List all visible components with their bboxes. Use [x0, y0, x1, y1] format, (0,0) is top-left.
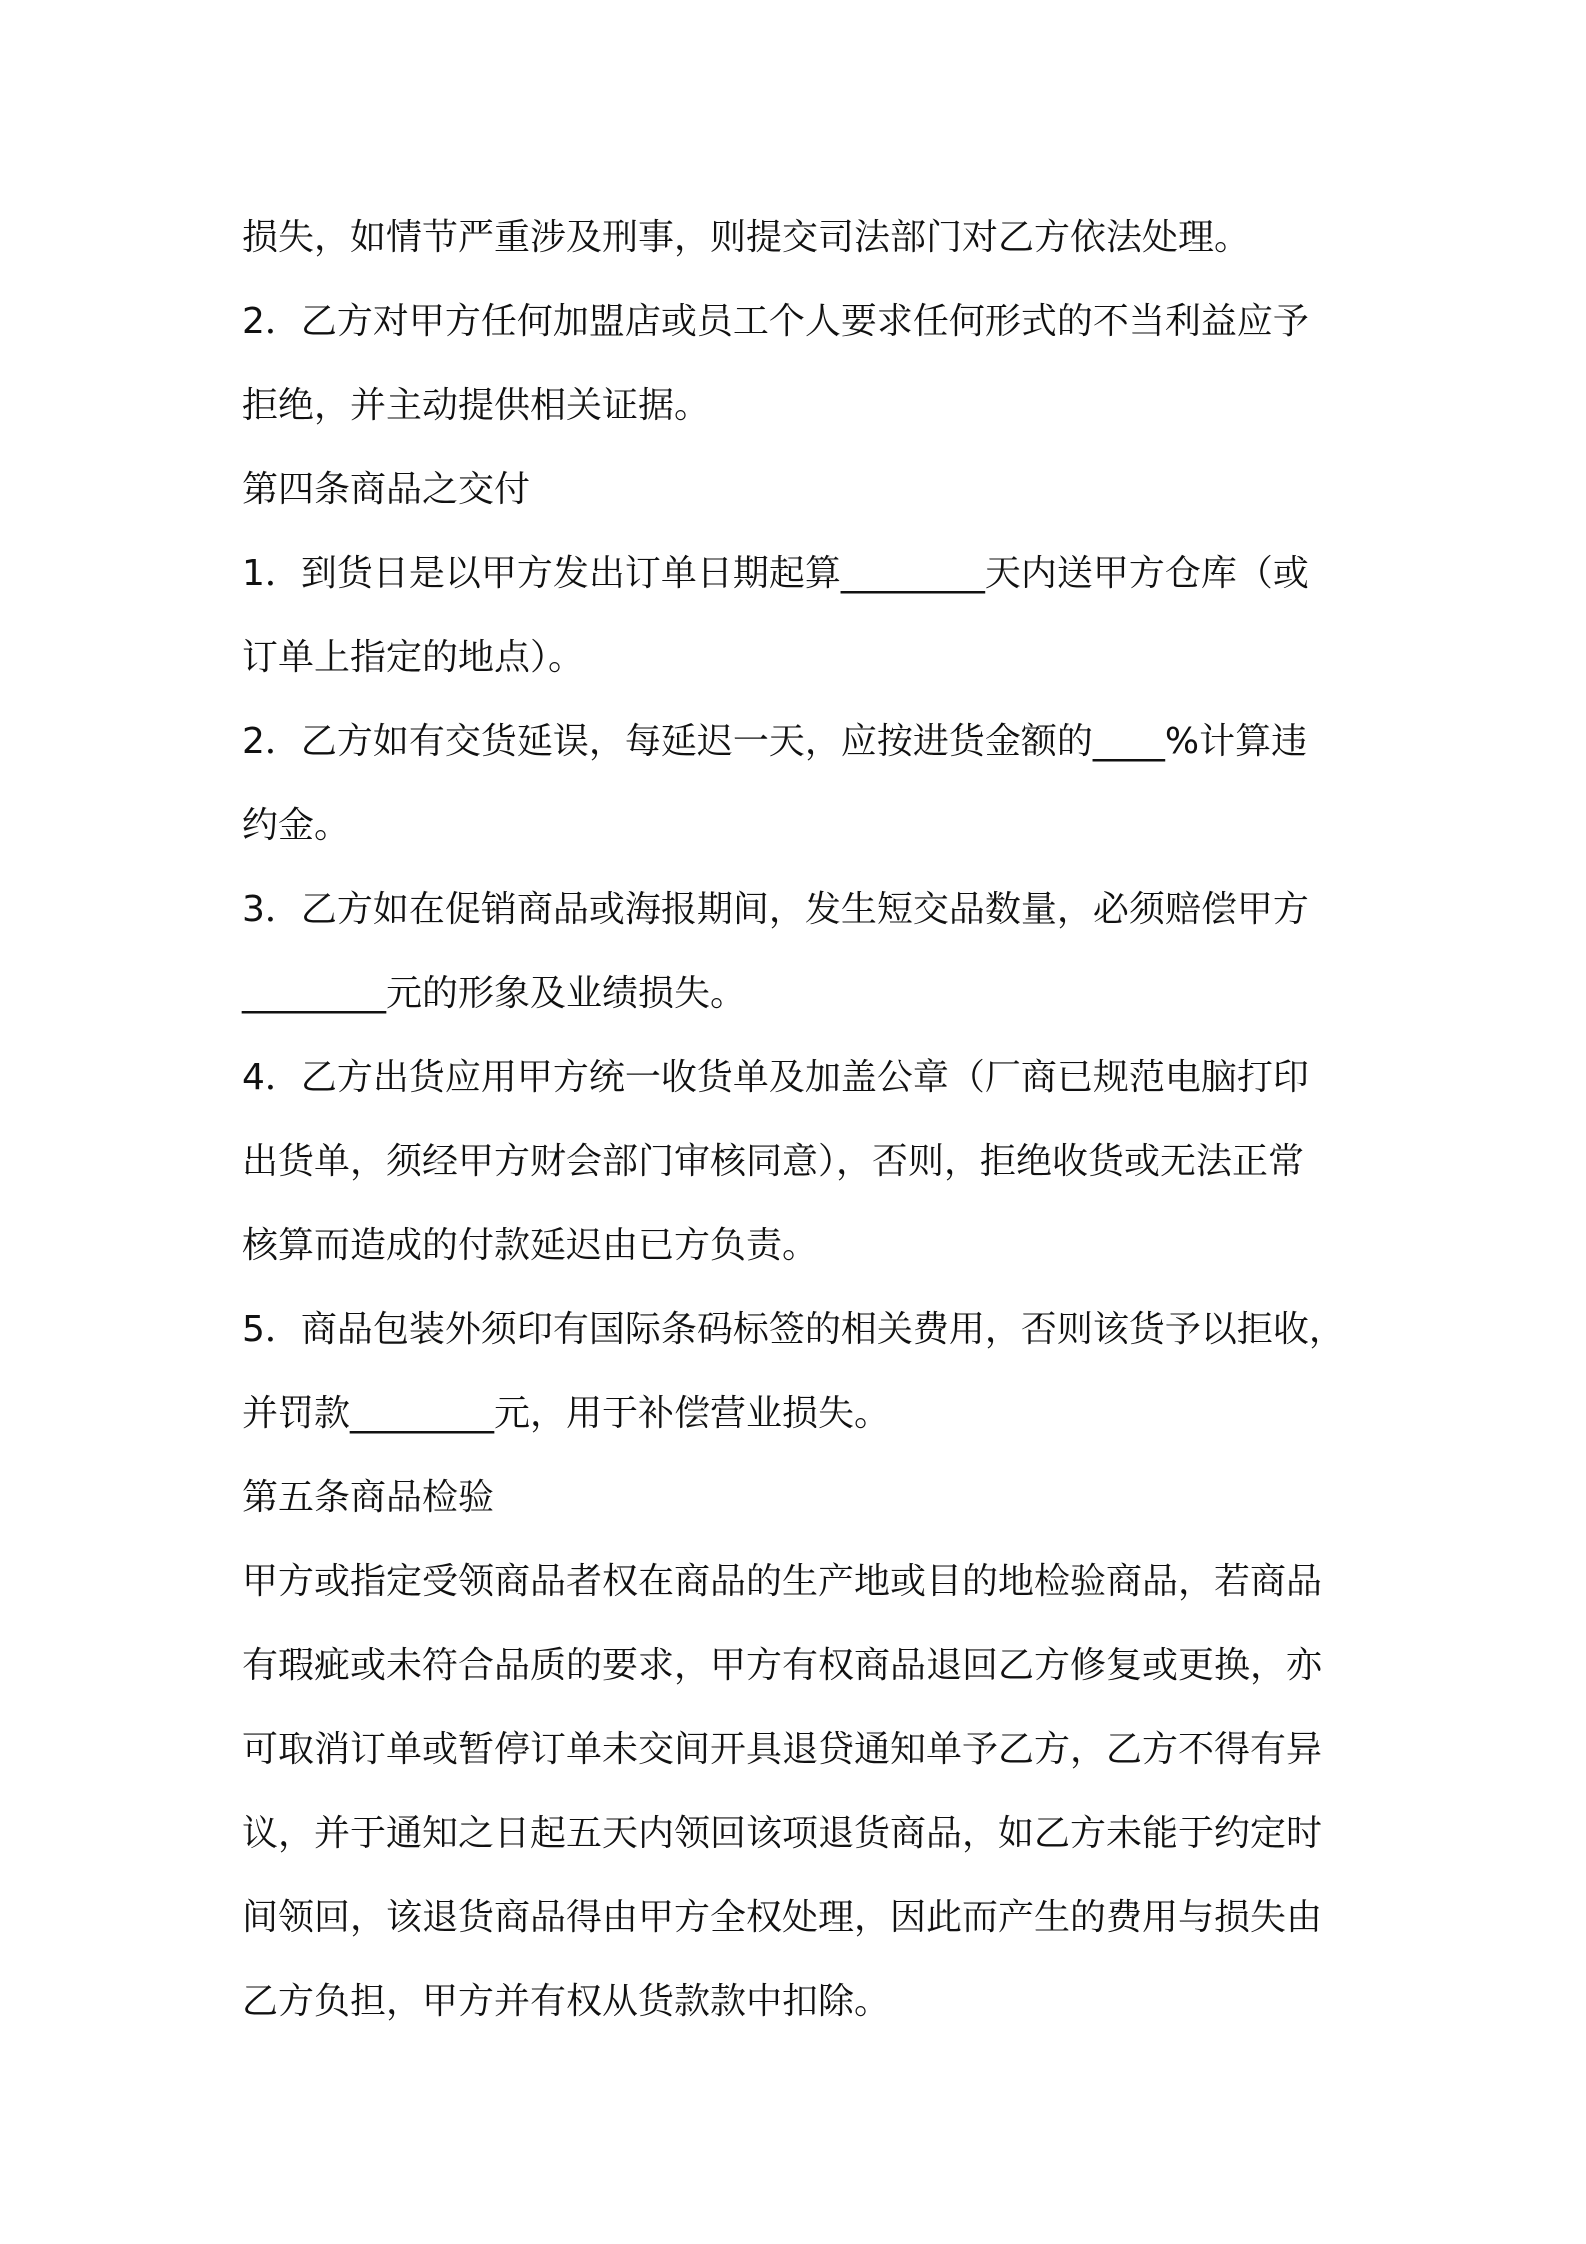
text-line: 2．乙方如有交货延误，每延迟一天，应按进货金额的____%计算违 [242, 721, 1308, 762]
text-line: 1．到货日是以甲方发出订单日期起算________天内送甲方仓库（或 [242, 553, 1309, 594]
text-line: 有瑕疵或未符合品质的要求，甲方有权商品退回乙方修复或更换，亦 [242, 1645, 1323, 1686]
text-line: 损失，如情节严重涉及刑事，则提交司法部门对乙方依法处理。 [242, 217, 1251, 258]
text-line: ________元的形象及业绩损失。 [242, 973, 747, 1014]
document-body [242, 196, 1382, 2044]
section-heading: 第四条商品之交付 [242, 469, 531, 510]
text-line: 议，并于通知之日起五天内领回该项退货商品，如乙方未能于约定时 [242, 1813, 1323, 1854]
text-line: 5．商品包装外须印有国际条码标签的相关费用，否则该货予以拒收， [242, 1309, 1345, 1350]
text-line: 乙方负担，甲方并有权从货款款中扣除。 [242, 1981, 891, 2022]
text-line: 间领回，该退货商品得由甲方全权处理，因此而产生的费用与损失由 [242, 1897, 1323, 1938]
text-line: 3．乙方如在促销商品或海报期间，发生短交品数量，必须赔偿甲方 [242, 889, 1309, 930]
text-line: 2．乙方对甲方任何加盟店或员工个人要求任何形式的不当利益应予 [242, 301, 1309, 342]
text-line: 可取消订单或暂停订单未交间开具退贷通知单予乙方，乙方不得有异 [242, 1729, 1323, 1770]
text-line: 并罚款________元，用于补偿营业损失。 [242, 1393, 891, 1434]
text-line: 4．乙方出货应用甲方统一收货单及加盖公章（厂商已规范电脑打印 [242, 1057, 1309, 1098]
text-line: 订单上指定的地点）。 [242, 637, 585, 678]
text-line: 拒绝，并主动提供相关证据。 [242, 385, 711, 426]
text-line: 约金。 [242, 805, 351, 846]
section-heading: 第五条商品检验 [242, 1477, 495, 1518]
text-line: 核算而造成的付款延迟由已方负责。 [242, 1225, 819, 1266]
text-line: 甲方或指定受领商品者权在商品的生产地或目的地检验商品，若商品 [242, 1561, 1323, 1602]
text-line: 出货单，须经甲方财会部门审核同意），否则，拒绝收货或无法正常 [242, 1141, 1305, 1182]
